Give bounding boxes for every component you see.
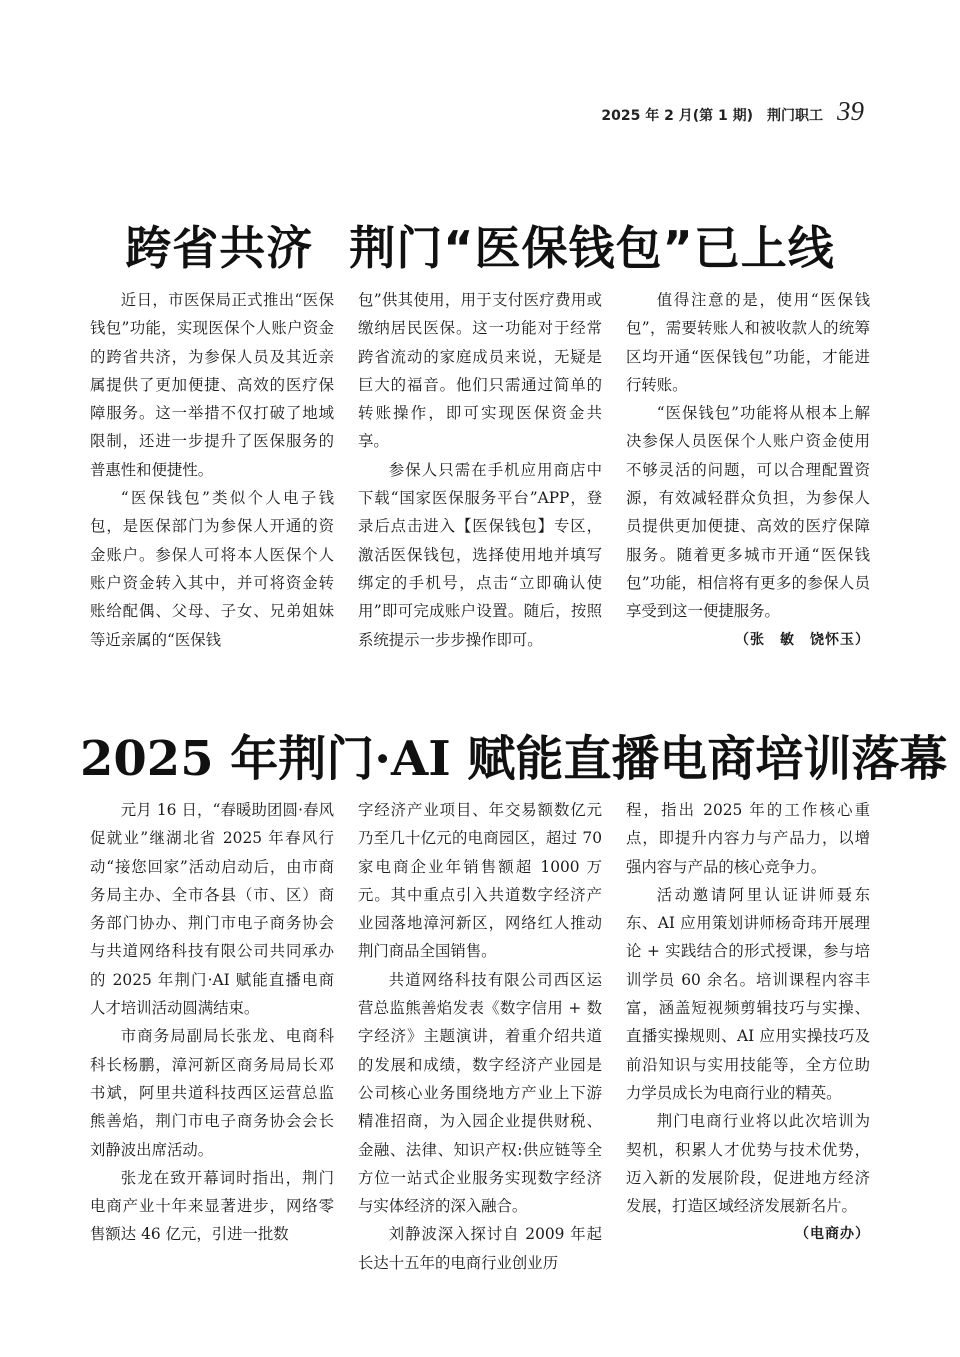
article1-column-3 bbox=[626, 286, 870, 666]
article1-byline: （张 敏 饶怀玉） bbox=[735, 631, 870, 648]
paragraph: “医保钱包”类似个人电子钱包，是医保部门为参保人开通的资金账户。参保人可将本人医保个人账户资金转入其中，并可将资金转账给配偶、父母、子女、兄弟姐妹等近亲属的“医保钱 bbox=[90, 489, 334, 649]
paragraph: 活动邀请阿里认证讲师聂东东、AI 应用策划讲师杨奇玮开展理论 + 实践结合的形式授课，参与培训学员 60 余名。培训课程内容丰富，涵盖短视频剪辑技巧与实操、直播实操规则、AI 应用实操技巧及前沿知识与实用技能等，全方位助力学员成长为电商行业的精英。 bbox=[626, 885, 870, 1102]
article2-column-2 bbox=[358, 796, 602, 1272]
article1-title-part1: 跨省共济 bbox=[125, 221, 314, 275]
article1-column-2 bbox=[358, 286, 602, 666]
paragraph: 市商务局副局长张龙、电商科科长杨鹏，漳河新区商务局局长邓书斌，阿里共道科技西区运营总监熊善焰，荆门市电子商务协会会长刘静波出席活动。 bbox=[90, 1027, 334, 1159]
paragraph-text: 荆门电商行业将以此次培训为契机，积累人才优势与技术优势，迈入新的发展阶段，促进地方经济发展，打造区域经济发展新名片。 bbox=[626, 1112, 870, 1216]
article1-title-part2: 荆门“医保钱包”已上线 bbox=[349, 221, 835, 275]
paragraph: 字经济产业项目、年交易额数亿元乃至几十亿元的电商园区，超过 70 家电商企业年销售额超 1000 万元。其中重点引入共道数字经济产业园落地漳河新区，网络红人推动荆门商品全国销售。 bbox=[358, 801, 602, 961]
paragraph: 程，指出 2025 年的工作核心重点，即提升内容力与产品力，以增强内容与产品的核心竞争力。 bbox=[626, 801, 870, 876]
paragraph: 值得注意的是，使用“医保钱包”，需要转账人和被收款人的统筹区均开通“医保钱包”功能，才能进行转账。 bbox=[626, 291, 870, 394]
article1-headline bbox=[80, 212, 880, 278]
page-header bbox=[601, 96, 864, 127]
paragraph: 张龙在致开幕词时指出，荆门电商产业十年来显著进步，网络零售额达 46 亿元，引进一批数 bbox=[90, 1168, 334, 1244]
article1-column-1 bbox=[90, 286, 334, 666]
paragraph: 近日，市医保局正式推出“医保钱包”功能，实现医保个人账户资金的跨省共济，为参保人员及其近亲属提供了更加便捷、高效的医疗保障服务。这一举措不仅打破了地域限制，还进一步提升了医保服务的普惠性和便捷性。 bbox=[90, 291, 334, 479]
paragraph: 刘静波深入探讨自 2009 年起长达十五年的电商行业创业历 bbox=[358, 1225, 602, 1272]
paragraph: 元月 16 日，“春暖助团圆·春风促就业”继湖北省 2025 年春风行动“接您回家”活动启动后，由市商务局主办、全市各县（市、区）商务部门协办、荆门市电子商务协会与共道网络科技有限公司共同承办的 2025 年荆门·AI 赋能直播电商人才培训活动圆满结束。 bbox=[90, 801, 334, 1018]
article2-body bbox=[90, 796, 870, 1272]
magazine-name: 荆门职工 bbox=[767, 108, 823, 124]
article2-column-3 bbox=[626, 796, 870, 1256]
paragraph bbox=[626, 1107, 870, 1243]
article1-body bbox=[90, 286, 870, 666]
issue-date: 2025 年 2 月(第 1 期) bbox=[601, 108, 753, 124]
page-number: 39 bbox=[837, 96, 864, 126]
article2-byline: （电商办） bbox=[795, 1226, 870, 1243]
article2-column-1 bbox=[90, 796, 334, 1256]
article2-headline: 2025 年荆门·AI 赋能直播电商培训落幕 bbox=[80, 731, 948, 787]
paragraph: 包”供其使用，用于支付医疗费用或缴纳居民医保。这一功能对于经常跨省流动的家庭成员来说，无疑是巨大的福音。他们只需通过简单的转账操作，即可实现医保资金共享。 bbox=[358, 291, 602, 451]
paragraph: 共道网络科技有限公司西区运营总监熊善焰发表《数字信用 + 数字经济》主题演讲，着重介绍共道的发展和成绩，数字经济产业园是公司核心业务围绕地方产业上下游精准招商，为入园企业提供财税、金融、法律、知识产权:供应链等全方位一站式企业服务实现数字经济与实体经济的深入融合。 bbox=[358, 970, 602, 1216]
paragraph: 参保人只需在手机应用商店中下载“国家医保服务平台”APP，登录后点击进入【医保钱包】专区，激活医保钱包，选择使用地并填写绑定的手机号，点击“立即确认使用”即可完成账户设置。随后，按照系统提示一步步操作即可。 bbox=[358, 460, 602, 649]
paragraph: “医保钱包”功能将从根本上解决参保人员医保个人账户资金使用不够灵活的问题，可以合理配置资源，有效减轻群众负担，为参保人员提供更加便捷、高效的医疗保障服务。随着更多城市开通“医保钱包”功能，相信将有更多的参保人员享受到这一便捷服务。 bbox=[626, 404, 870, 621]
